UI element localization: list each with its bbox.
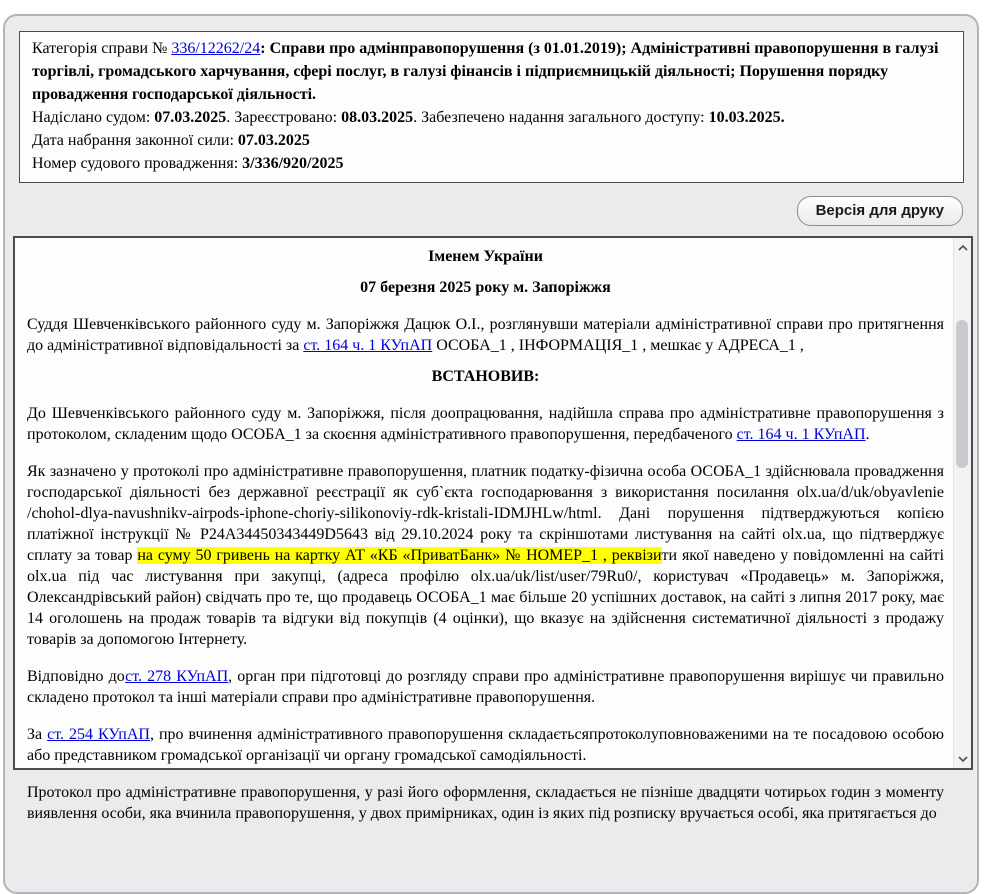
- sent-date: 07.03.2025: [154, 109, 227, 126]
- art278-text-before: Відповідно до: [27, 668, 126, 685]
- category-label: Категорія справи №: [32, 40, 172, 57]
- proceeding-line: [32, 152, 951, 175]
- dates-line: [32, 106, 951, 129]
- access-label: . Забезпечено надання загального доступу:: [413, 109, 709, 126]
- registered-date: 08.03.2025: [341, 109, 414, 126]
- statute-link-164[interactable]: ст. 164 ч. 1 КУпАП: [303, 337, 433, 354]
- art254-text-after: , про вчинення адміністративного правопорушення складаєтьсяпротоколуповноваженими на те посадовою особою або представником громадської організації чи органу громадської самодіяльності.: [27, 726, 944, 764]
- facts-text-after: ти якої наведено у повідомленні на сайті olx.ua під час листування при закупці, (адреса профілю olx.ua/uk/list/user/79Ru0/, користувач «Продавець» м. Запоріжжя, Олександрівський район) свідчать про те, що продавець ОСОБА_1 має більше 20 успішних доставок, на сайті з липня 2017 року, має 14 оголошень на продаж товарів та відгуки від покупців (4 оцінки), що вказує на здійснення систематичної діяльності з продажу товарів за допомогою Інтернету.: [27, 547, 945, 648]
- case-text-after: .: [865, 426, 870, 443]
- paragraph-art-278: [27, 666, 944, 708]
- paragraph-case-received: [27, 403, 944, 445]
- judge-text-after: ОСОБА_1 , ІНФОРМАЦІЯ_1 , мешкає у АДРЕСА_1 ,: [432, 337, 804, 354]
- case-metadata-box: [19, 31, 964, 183]
- doc-title-in-name-of-ukraine: Іменем України: [428, 248, 543, 265]
- art278-text-after: , орган при підготовці до розгляду справи про адміністративне правопорушення вирішує чи правильно складено протокол та інші матеріали справи про адміністративне правопорушення.: [27, 668, 945, 706]
- art254-text-before: За: [27, 726, 48, 743]
- paragraph-art-254: [27, 724, 944, 766]
- statute-link-254[interactable]: ст. 254 КУпАП: [47, 726, 150, 743]
- legal-force-label: Дата набрання законної сили:: [32, 132, 238, 149]
- facts-text-before: Як зазначено у протоколі про адміністративне правопорушення, платник податку-фізична особа ОСОБА_1 здійснювала провадження господарської діяльності без державної реєстрації як суб`єкта господарювання з використання посилання olx.ua/d/uk/obyavlenie /chohol-dlya-navushnikv-airpods-iphone-choriy-silikonoviy-rdk-kristali-IDMJHLw/html. Дані порушення підтверджуються копією платіжної інструкції № P24A34450343449D5643 від 29.10.2024 року та скріншотами листування на сайті olx.ua, що підтверджує сплату за товар: [27, 463, 944, 564]
- paragraph-judge: [27, 314, 944, 356]
- case-text-before: До Шевченківського районного суду м. Запоріжжя, після доопрацювання, надійшла справа про адміністративне правопорушення з протоколом, складеним щодо ОСОБА_1 за скоєння адміністративного правопорушення, передбаченого: [27, 405, 944, 443]
- doc-date-place: 07 березня 2025 року м. Запоріжжя: [360, 279, 611, 296]
- doc-heading-vstanoviv: ВСТАНОВИВ:: [431, 368, 540, 385]
- judge-text-before: Суддя Шевченківського районного суду м. Запоріжжя Дацюк О.І., розглянувши матеріали адміністративної справи про притягнення до адміністративної відповідальності за: [27, 316, 944, 354]
- document-viewer: [13, 236, 973, 822]
- proceeding-label: Номер судового провадження:: [32, 155, 243, 172]
- case-number-link[interactable]: 336/12262/24: [171, 40, 261, 57]
- toolbar: [19, 196, 963, 226]
- chevron-up-icon: [958, 245, 968, 251]
- case-panel: [3, 14, 979, 894]
- statute-link-278[interactable]: ст. 278 КУпАП: [125, 668, 229, 685]
- proceeding-number: 3/336/920/2025: [242, 155, 344, 172]
- statute-link-164-2[interactable]: ст. 164 ч. 1 КУпАП: [736, 426, 866, 443]
- scrollbar[interactable]: [953, 238, 971, 768]
- registered-label: . Зареєстровано:: [226, 109, 342, 126]
- legal-force-line: [32, 129, 951, 152]
- access-date: 10.03.2025.: [708, 109, 785, 126]
- sent-label: Надіслано судом:: [32, 109, 155, 126]
- paragraph-facts: [27, 461, 944, 650]
- print-version-button[interactable]: Версія для друку: [797, 196, 963, 226]
- category-line: [32, 37, 951, 106]
- category-description: : Справи про адмінправопорушення (з 01.01.2019); Адміністративні правопорушення в галузі торгівлі, громадського харчування, сфері послуг, в галузі фінансів і підприємницькій діяльності; Порушення порядку провадження господарської діяльності.: [32, 40, 939, 103]
- document-content: [15, 238, 952, 822]
- scrollbar-thumb[interactable]: [956, 320, 968, 468]
- chevron-down-icon: [958, 756, 968, 762]
- scroll-up-button[interactable]: [954, 239, 971, 256]
- scroll-down-button[interactable]: [954, 750, 971, 767]
- search-highlight: на суму 50 гривень на картку АТ «КБ «ПриватБанк» № НОМЕР_1 , реквізи: [137, 547, 662, 564]
- legal-force-date: 07.03.2025: [237, 132, 310, 149]
- paragraph-protocol: Протокол про адміністративне правопорушення, у разі його оформлення, складається не пізніше двадцяти чотирьох годин з моменту виявлення особи, яка вчинила правопорушення, у двох примірниках, один із яких під розписку вручається особі, яка притягається до: [27, 784, 944, 822]
